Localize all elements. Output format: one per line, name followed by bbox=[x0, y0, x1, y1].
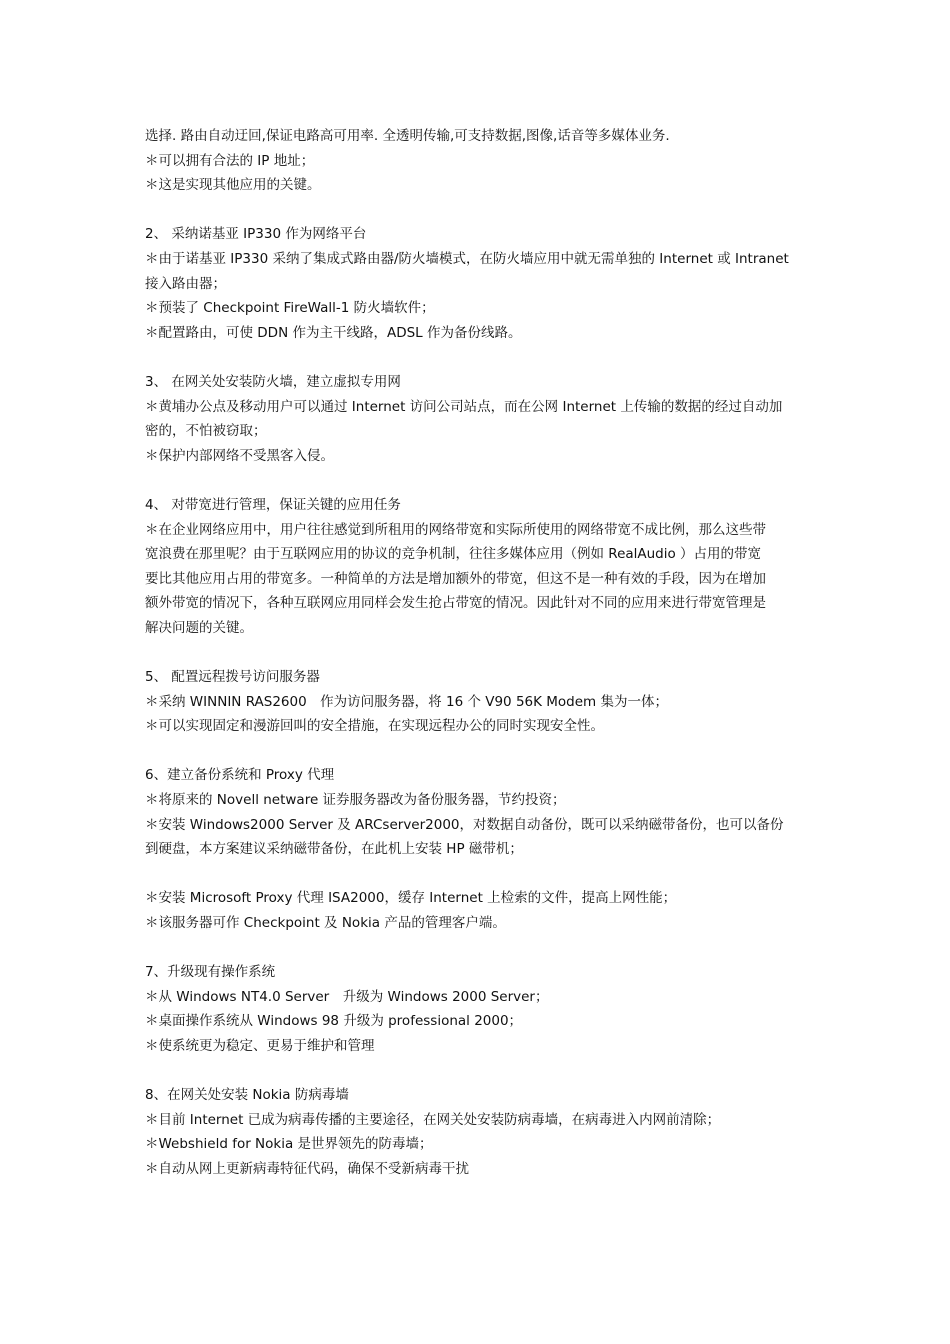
bullet-item: ＊配置路由，可使 DDN 作为主干线路，ADSL 作为备份线路。 bbox=[145, 324, 522, 341]
bullet-item-continued: 接入路由器； bbox=[145, 275, 226, 292]
bullet-item-continued: 额外带宽的情况下，各种互联网应用同样会发生抢占带宽的情况。因此针对不同的应用来进行带宽管理是 bbox=[145, 595, 766, 612]
bullet-item-continued: 密的，不怕被窃取； bbox=[145, 423, 267, 440]
bullet-item: ＊桌面操作系统从 Windows 98 升级为 professional 2000； bbox=[145, 1013, 523, 1030]
bullet-item: ＊可以实现固定和漫游回叫的安全措施，在实现远程办公的同时实现安全性。 bbox=[145, 718, 604, 735]
document-body bbox=[145, 124, 810, 1182]
section-heading: 2、 采纳诺基亚 IP330 作为网络平台 bbox=[145, 226, 367, 243]
bullet-item: ＊预装了 Checkpoint FireWall-1 防火墙软件； bbox=[145, 300, 435, 317]
section-heading: 5、 配置远程拨号访问服务器 bbox=[145, 669, 320, 686]
bullet-text: ＊由于诺基亚 IP330 采纳了集成式路由器/防火墙模式，在防火墙应用中就无需单独的 Internet 或 Intranet bbox=[145, 250, 789, 267]
bullet-item-continued: 要比其他应用占用的带宽多。一种简单的方法是增加额外的带宽，但这不是一种有效的手段，因为在增加 bbox=[145, 570, 766, 587]
intro-bullet: ＊这是实现其他应用的关键。 bbox=[145, 177, 321, 194]
bullet-item: ＊目前 Internet 已成为病毒传播的主要途径，在网关处安装防病毒墙，在病毒进入内网前清除； bbox=[145, 1111, 721, 1128]
bullet-item-continued: 宽浪费在那里呢？由于互联网应用的协议的竞争机制，往往多媒体应用（例如 RealAudio ）占用的带宽 bbox=[145, 546, 762, 563]
bullet-item: ＊在企业网络应用中，用户往往感觉到所租用的网络带宽和实际所使用的网络带宽不成比例，那么这些带 bbox=[145, 521, 766, 538]
bullet-item-continued: 解决问题的关键。 bbox=[145, 619, 253, 636]
paragraph-gap bbox=[145, 862, 810, 887]
bullet-item: ＊将原来的 Novell netware 证券服务器改为备份服务器，节约投资； bbox=[145, 792, 566, 809]
bullet-item: ＊安装 Microsoft Proxy 代理 ISA2000，缓存 Internet 上检索的文件，提高上网性能； bbox=[145, 890, 677, 907]
bullet-item bbox=[145, 247, 810, 272]
section-heading: 3、 在网关处安装防火墙，建立虚拟专用网 bbox=[145, 373, 401, 390]
section-heading: 7、升级现有操作系统 bbox=[145, 964, 276, 981]
section-heading: 6、建立备份系统和 Proxy 代理 bbox=[145, 767, 335, 784]
section-heading: 4、 对带宽进行管理，保证关键的应用任务 bbox=[145, 496, 401, 513]
intro-line: 选择. 路由自动迂回,保证电路高可用率. 全透明传输,可支持数据,图像,话音等多媒体业务. bbox=[145, 128, 670, 144]
bullet-item: ＊黄埔办公点及移动用户可以通过 Internet 访问公司站点，而在公网 Internet 上传输的数据的经过自动加 bbox=[145, 398, 783, 415]
intro-bullet: ＊可以拥有合法的 IP 地址； bbox=[145, 152, 315, 169]
bullet-item: ＊Webshield for Nokia 是世界领先的防毒墙； bbox=[145, 1136, 433, 1153]
bullet-item: ＊采纳 WINNIN RAS2600 作为访问服务器，将 16 个 V90 56K Modem 集为一体； bbox=[145, 693, 668, 710]
bullet-item: ＊自动从网上更新病毒特征代码，确保不受新病毒干扰 bbox=[145, 1160, 469, 1177]
section-heading: 8、在网关处安装 Nokia 防病毒墙 bbox=[145, 1087, 349, 1104]
bullet-item: ＊从 Windows NT4.0 Server 升级为 Windows 2000 Server； bbox=[145, 988, 549, 1005]
bullet-item: ＊该服务器可作 Checkpoint 及 Nokia 产品的管理客户端。 bbox=[145, 915, 506, 931]
bullet-item: ＊安装 Windows2000 Server 及 ARCserver2000，对数据自动备份，既可以采纳磁带备份，也可以备份 bbox=[145, 816, 784, 833]
bullet-item-continued: 到硬盘，本方案建议采纳磁带备份，在此机上安装 HP 磁带机； bbox=[145, 841, 523, 858]
bullet-item: ＊保护内部网络不受黑客入侵。 bbox=[145, 447, 334, 464]
bullet-item: ＊使系统更为稳定、更易于维护和管理 bbox=[145, 1037, 375, 1054]
